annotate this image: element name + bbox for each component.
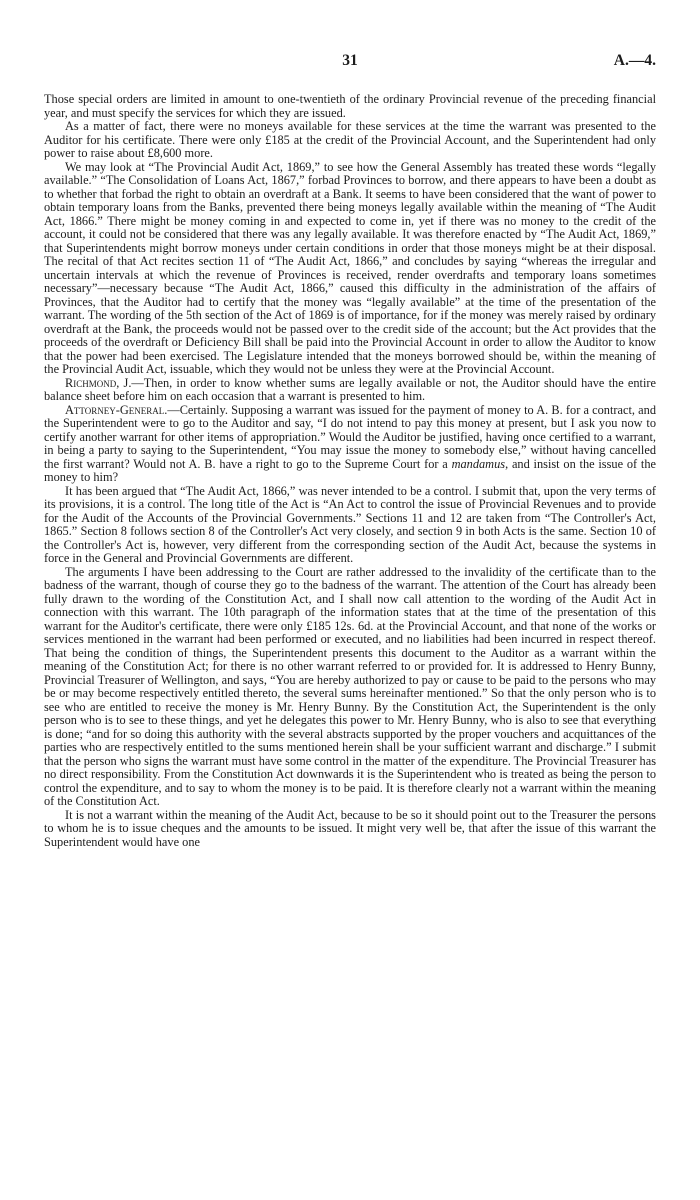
paragraph-text: —Then, in order to know whether sums are legally available or not, the Auditor should have the entire balance sheet before him on each occasion that a warrant is presented to him. [44, 375, 656, 403]
paragraph: It is not a warrant within the meaning of the Audit Act, because to be so it should point out to the Treasurer the persons to whom he is to issue cheques and the amounts to be issued. It might very well be, that after the issue of this warrant the Superintendent would have one [44, 807, 656, 849]
paragraph [44, 377, 656, 404]
paragraph-text: , and insist on the issue of the money to him? [44, 456, 656, 484]
paragraph: The arguments I have been addressing to the Court are rather addressed to the invalidity of the certificate than to the badness of the warrant, though of course they go to the badness of the warrant. The attention of the Court has already been fully drawn to the wording of the Constitution Act, and I shall now call attention to the wording of the Audit Act in connection with this warrant. The 10th paragraph of the information states that at the time of the presentation of this warrant for the Auditor's certificate, there were only £185 12s. 6d. at the Provincial Account, and that none of the works or services mentioned in the warrant had been performed or executed, and no liabilities had been incurred in respect thereof. That being the condition of things, the Superintendent presents this document to the Auditor as a warrant within the meaning of the Constitution Act; for there is no other warrant referred to or provided for. It is addressed to Henry Bunny, Provincial Treasurer of Wellington, and says, “You are hereby authorized to pay or cause to be paid to the persons who may be or may become respectively entitled thereto, the several sums hereinafter mentioned.” So that the only person who is to see who are entitled to receive the money is Mr. Henry Bunny. By the Constitution Act, the Superintendent is the only person who is to see to these things, and yet he delegates this power to Mr. Henry Bunny, who is also to see that everything is done; “and for so doing this authority with the several abstracts supported by the proper vouchers and acquittances of the parties who are respectively entitled to the sums mentioned herein shall be your sufficient warrant and discharge.” I submit that the person who signs the warrant must have some control in the matter of the expenditure. The Provincial Treasurer has no direct responsibility. From the Constitution Act downwards it is the Superintendent who is treated as being the person to control the expenditure, and to say to whom the money is to be paid. It is therefore clearly not a warrant within the meaning of the Constitution Act. [44, 564, 656, 808]
paragraph: It has been argued that “The Audit Act, 1866,” was never intended to be a control. I submit that, upon the very terms of its provisions, it is a control. The long title of the Act is “An Act to control the issue of Provincial Revenues and to provide for the Audit of the Accounts of the Provincial Governments.” Sections 11 and 12 are taken from “The Controller's Act, 1865.” Section 8 follows section 8 of the Controller's Act very closely, and section 9 in both Acts is the same. Section 10 of the Controller's Act is, however, very different from the corresponding section of the Audit Act, because the systems in force in the General and Provincial Governments are different. [44, 483, 656, 565]
speaker-name: Richmond, J. [65, 375, 132, 390]
page-number: 31 [342, 52, 358, 69]
paragraph: As a matter of fact, there were no moneys available for these services at the time the warrant was presented to the Auditor for his certificate. There were only £185 at the credit of the Provincial Account, and the Superintendent had only power to raise about £8,600 more. [44, 119, 656, 160]
paragraph: We may look at “The Provincial Audit Act, 1869,” to see how the General Assembly has treated these words “legally available.” “The Consolidation of Loans Act, 1867,” forbad Provinces to borrow, and there appears to have been a doubt as to whether that forbad the right to obtain an overdraft at a Bank. It seems to have been considered that the want of power to obtain temporary loans from the Banks, prevented there being moneys legally available within the meaning of “The Audit Act, 1866.” There might be money coming in and expected to come in, yet if there was no money to the credit of the account, it could not be considered that there was any legally available. It was therefore enacted by “The Audit Act, 1869,” that Superintendents might borrow moneys under certain conditions in order that those moneys might be at their disposal. The recital of that Act recites section 11 of “The Audit Act, 1866,” and concludes by saying “whereas the irregular and uncertain intervals at which the revenue of Provinces is received, render overdrafts and temporary loans sometimes necessary”—necessary because “The Audit Act, 1866,” caused this difficulty in the administration of the affairs of Provinces, that the Auditor had to certify that the money was “legally available” at the time of the presentation of the warrant. The wording of the 5th section of the Act of 1869 is of importance, for if the money was merely raised by ordinary overdraft at the Bank, the proceeds would not be passed over to the credit side of the account; but the Act provides that the proceeds of the overdraft or Deficiency Bill shall be paid into the Provincial Account in order to allow the Auditor to know that the power had been exercised. The Legislature intended that the moneys borrowed should be, within the meaning of the Provincial Audit Act, issuable, which they would not be unless they were at the Provincial Account. [44, 159, 656, 376]
document-body [44, 93, 656, 849]
paragraph-text: —Certainly. Supposing a warrant was issued for the payment of money to A. B. for a contract, and the Superintendent were to go to the Auditor and say, “I do not intend to pay this money at present, but I ask you now to certify another warrant for other items of appropriation.” Would the Auditor be justified, having once certified to a warrant, in being a party to saying to the Superintendent, “You may issue the money to somebody else,” without having cancelled the first warrant? Would not A. B. have a right to go to the Supreme Court for a [44, 402, 656, 471]
italic-term: mandamus [451, 456, 506, 471]
page-header [44, 52, 656, 74]
paragraph [44, 404, 656, 485]
document-reference: A.—4. [613, 52, 656, 69]
paragraph: Those special orders are limited in amount to one-twentieth of the ordinary Provincial revenue of the preceding financial year, and must specify the services for which they are issued. [44, 92, 656, 120]
speaker-name: Attorney-General. [65, 402, 168, 417]
